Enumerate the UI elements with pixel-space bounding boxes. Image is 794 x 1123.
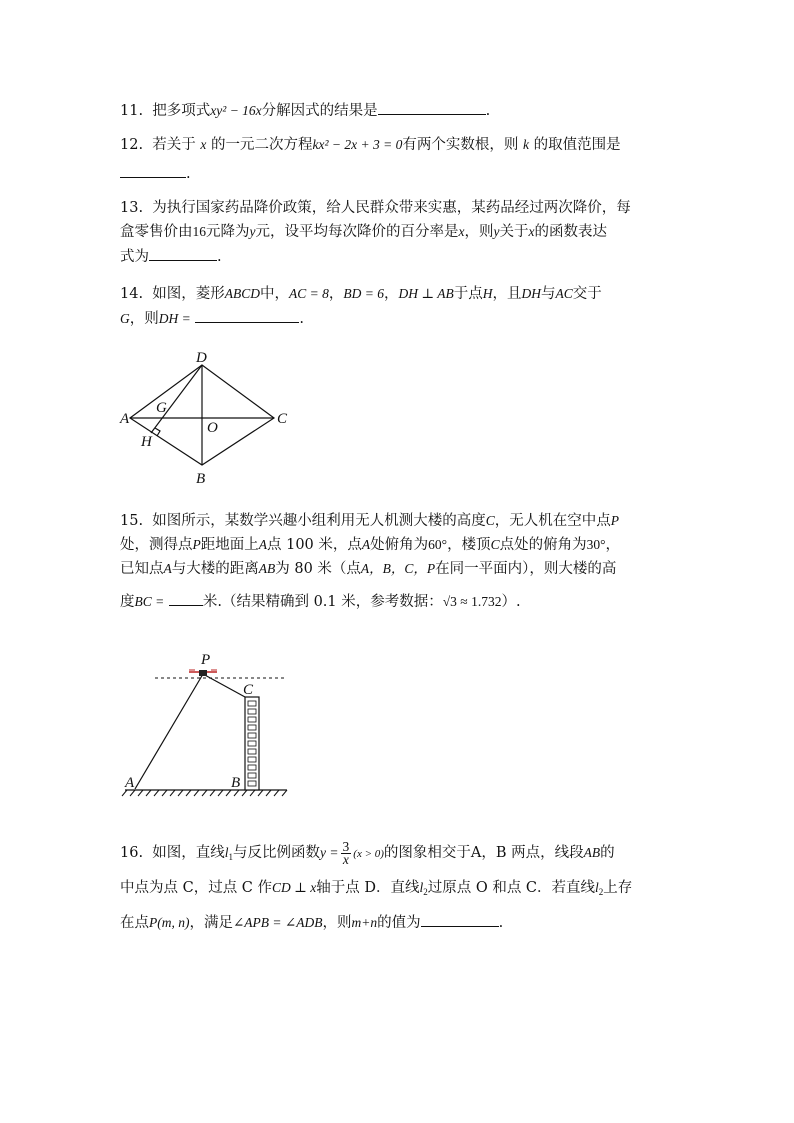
- label-p: P: [201, 652, 211, 668]
- answer-blank: [421, 910, 499, 927]
- ground-hatching: [122, 790, 287, 796]
- label-d: D: [196, 350, 207, 366]
- building: [245, 697, 259, 790]
- drone-building-figure: [115, 650, 295, 800]
- answer-blank: [149, 244, 217, 261]
- question-number: 14.: [120, 286, 144, 302]
- label-a: A: [120, 411, 130, 427]
- fraction: $\frac{3}{x}$: [342, 838, 350, 867]
- question-number: 13.: [120, 200, 144, 216]
- label-o: O: [207, 420, 218, 436]
- label-b: B: [196, 471, 206, 487]
- question-number: 16.: [120, 845, 144, 861]
- question-16: 16. 如图，直线$l_1$与反比例函数y = $\frac{3}{x}$ (x > 0)的图象相交于A，B 两点，线段AB的 中点为点 C，过点 C 作CD ⊥ x轴于点 D．直线$l_2$过原点 O 和点 C．若直线$l_2$上存 在点P(m, n)，满足∠APB = ∠ADB，则m+n的值为 .: [120, 838, 633, 931]
- rhombus-figure: [110, 345, 310, 490]
- question-15: 15. 如图所示，某数学兴趣小组利用无人机测大楼的高度C，无人机在空中点P 处，测得点P距地面上A点 100 米，点A处俯角为60°，楼顶C点处的俯角为30°， 已知点A与大楼的距离AB为 80 米（点A，B，C，P在同一平面内），则大楼的高 度BC = 米.（结果精确到 0.1 米，参考数据：√3 ≈ 1.732）.: [120, 513, 620, 610]
- math-expression: xy² − 16x: [210, 103, 262, 118]
- segment-dh: [151, 365, 202, 433]
- label-h: H: [141, 434, 152, 450]
- question-12: 12. 若关于 x 的一元二次方程kx² − 2x + 3 = 0有两个实数根，则 k 的取值范围是 .: [120, 137, 621, 182]
- answer-blank: [195, 306, 299, 323]
- question-11: 11. 把多项式xy² − 16x分解因式的结果是 .: [120, 98, 680, 123]
- answer-blank: [169, 589, 203, 606]
- question-14: 14. 如图，菱形ABCD中，AC = 8，BD = 6，DH ⊥ AB于点H，且DH与AC交于 G，则DH = .: [120, 286, 602, 327]
- question-number: 12.: [120, 137, 144, 153]
- question-number: 15.: [120, 513, 144, 529]
- math-expression: kx² − 2x + 3 = 0: [312, 137, 403, 152]
- answer-blank: [120, 161, 186, 178]
- answer-blank: [378, 98, 486, 115]
- label-g: G: [156, 400, 167, 416]
- line-pc: [203, 674, 245, 697]
- label-c: C: [277, 411, 288, 427]
- line-pa: [135, 674, 203, 789]
- question-13: 13. 为执行国家药品降价政策，给人民群众带来实惠，某药品经过两次降价，每 盒零售价由16元降为y元，设平均每次降价的百分率是x，则y关于x的函数表达 式为 .: [120, 200, 631, 265]
- label-a: A: [125, 775, 135, 791]
- label-c: C: [243, 682, 254, 698]
- question-number: 11.: [120, 103, 144, 119]
- drone-icon: [189, 670, 217, 676]
- label-b: B: [231, 775, 241, 791]
